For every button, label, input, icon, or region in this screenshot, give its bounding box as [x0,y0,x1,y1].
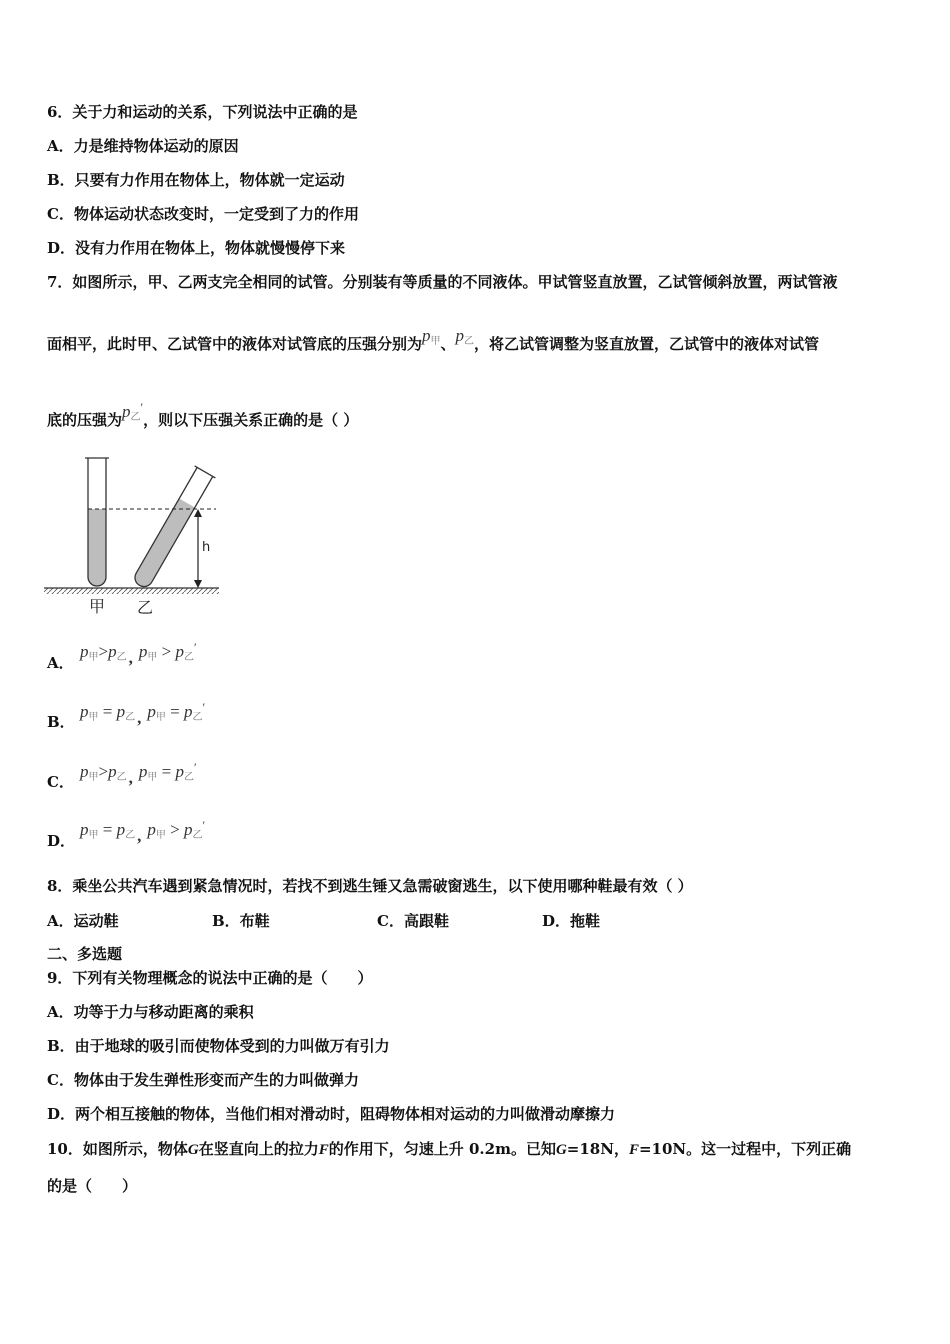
q9-option-b: B．由于地球的吸引而使物体受到的力叫做万有引力 [47,1037,390,1055]
section-heading-multiple-choice: 二、多选题 [47,945,123,963]
q6-option-c: C．物体运动状态改变时，一定受到了力的作用 [47,205,359,223]
q8-stem: 8．乘坐公共汽车遇到紧急情况时，若找不到逃生锤又急需破窗逃生，以下使用哪种鞋最有效（ ） [47,877,693,895]
q6-stem: 6．关于力和运动的关系，下列说法中正确的是 [47,103,358,121]
tube-jia-label: 甲 [89,597,106,616]
q8-option-b: B．布鞋 [212,912,270,930]
q6-option-b: B．只要有力作用在物体上，物体就一定运动 [47,171,345,189]
q6-option-a: A．力是维持物体运动的原因 [47,137,239,155]
p-yi-prime-symbol: p乙′ [122,400,144,423]
q10-stem-line1: 10．如图所示，物体G在竖直向上的拉力F的作用下，匀速上升 0.2m。已知G=18N，F=10N。这一过程中，下列正确 [47,1140,852,1158]
q9-option-c: C．物体由于发生弹性形变而产生的力叫做弹力 [47,1071,359,1089]
tube-yi-label: 乙 [137,598,154,617]
q10-stem-line2: 的是（ ） [47,1177,138,1195]
q7-stem-line3: 底的压强为p乙′，则以下压强关系正确的是（ ） [47,400,359,429]
q8-option-c: C．高跟鞋 [377,912,449,930]
q6-option-d: D．没有力作用在物体上，物体就慢慢停下来 [47,239,346,257]
test-tubes-figure [44,452,224,617]
q9-option-a: A．功等于力与移动距离的乘积 [47,1003,254,1021]
ground-hatch [44,588,219,594]
tube-yi-liquid [132,499,195,590]
height-label: h [202,540,211,555]
p-yi-symbol: p乙 [455,326,475,347]
p-jia-symbol: p甲 [422,326,441,347]
q8-option-a: A．运动鞋 [47,912,119,930]
q7-stem-line2: 面相平，此时甲、乙试管中的液体对试管底的压强分别为p甲、p乙，将乙试管调整为竖直放置，乙试管中的液体对试管 [47,326,820,353]
q7-stem-line1: 7．如图所示，甲、乙两支完全相同的试管。分别装有等质量的不同液体。甲试管竖直放置，乙试管倾斜放置，两试管液 [47,273,838,291]
q9-stem: 9．下列有关物理概念的说法中正确的是（ ） [47,969,373,987]
q9-option-d: D．两个相互接触的物体，当他们相对滑动时，阻碍物体相对运动的力叫做滑动摩擦力 [47,1105,616,1123]
tube-jia-liquid [88,509,106,586]
q8-option-d: D．拖鞋 [542,912,601,930]
